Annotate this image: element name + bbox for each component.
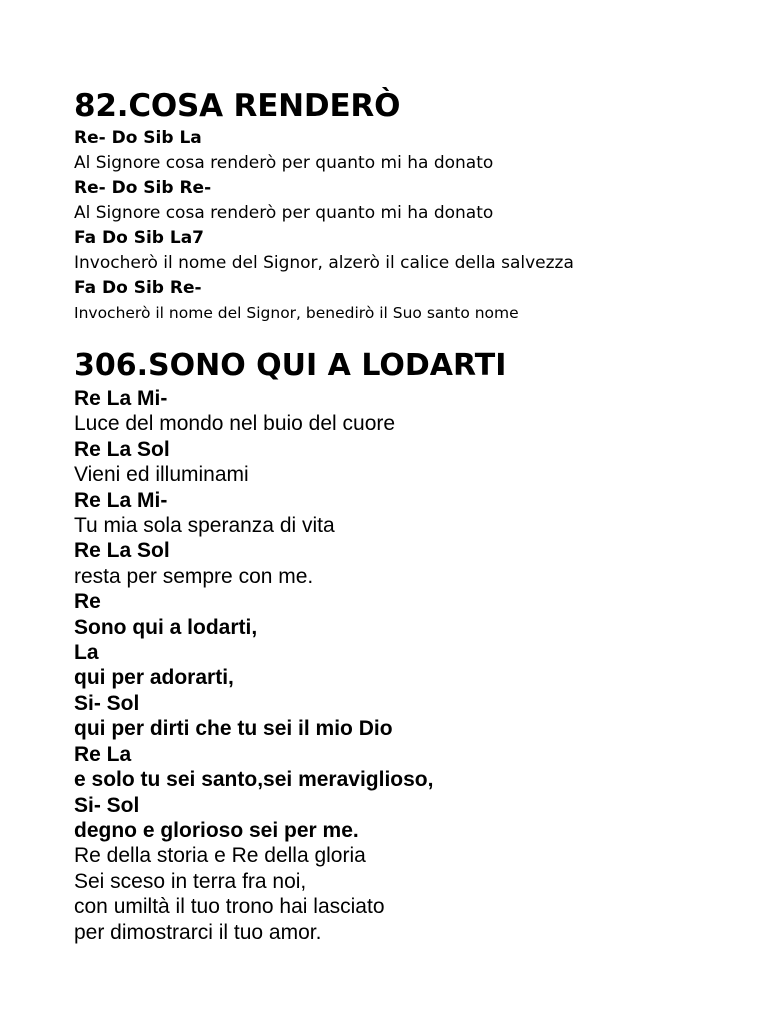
chord-line: Re La Mi- bbox=[74, 387, 168, 410]
lyric-line: con umiltà il tuo trono hai lasciato bbox=[74, 895, 385, 919]
song-title: 306.SONO QUI A LODARTI bbox=[74, 348, 507, 383]
chord-line: Re bbox=[74, 590, 101, 614]
lyric-line: resta per sempre con me. bbox=[74, 564, 314, 588]
lyric-line: Luce del mondo nel buio del cuore bbox=[74, 412, 396, 436]
song-cosa-rendero bbox=[74, 86, 754, 326]
lyric-line: Invocherò il nome del Signor, alzerò il calice della salvezza bbox=[74, 253, 574, 273]
song-sono-qui-a-lodarti bbox=[74, 346, 754, 945]
chorus-line: qui per adorarti, bbox=[74, 666, 234, 690]
chord-line: La bbox=[74, 641, 99, 665]
lyric-line: Re della storia e Re della gloria bbox=[74, 844, 366, 868]
chord-line: Si- Sol bbox=[74, 691, 140, 715]
chord-line: Re La bbox=[74, 742, 132, 766]
chord-line: Fa Do Sib Re- bbox=[74, 278, 202, 298]
chord-line: Re- Do Sib Re- bbox=[74, 178, 212, 198]
chord-line: Re La Mi- bbox=[74, 488, 168, 512]
chord-line: Fa Do Sib La7 bbox=[74, 228, 205, 248]
song-title: 82.COSA RENDERÒ bbox=[74, 88, 401, 124]
chorus-line: qui per dirti che tu sei il mio Dio bbox=[74, 717, 393, 741]
chord-line: Re- Do Sib La bbox=[74, 128, 202, 148]
lyric-line: Vieni ed illuminami bbox=[74, 463, 249, 487]
lyric-line: Al Signore cosa renderò per quanto mi ha donato bbox=[74, 203, 494, 223]
lyric-line: Al Signore cosa renderò per quanto mi ha donato bbox=[74, 153, 494, 173]
songbook-page bbox=[74, 86, 754, 945]
lyric-line: Invocherò il nome del Signor, benedirò il Suo santo nome bbox=[74, 304, 519, 322]
chorus-line: e solo tu sei santo,sei meraviglioso, bbox=[74, 768, 434, 792]
lyric-line: Sei sceso in terra fra noi, bbox=[74, 869, 307, 893]
chorus-line: degno e glorioso sei per me. bbox=[74, 818, 359, 842]
chord-line: Si- Sol bbox=[74, 793, 140, 817]
chord-line: Re La Sol bbox=[74, 539, 170, 563]
chord-line: Re La Sol bbox=[74, 437, 170, 461]
lyric-line: per dimostrarci il tuo amor. bbox=[74, 920, 322, 944]
chorus-line: Sono qui a lodarti, bbox=[74, 615, 258, 639]
lyric-line: Tu mia sola speranza di vita bbox=[74, 514, 335, 538]
